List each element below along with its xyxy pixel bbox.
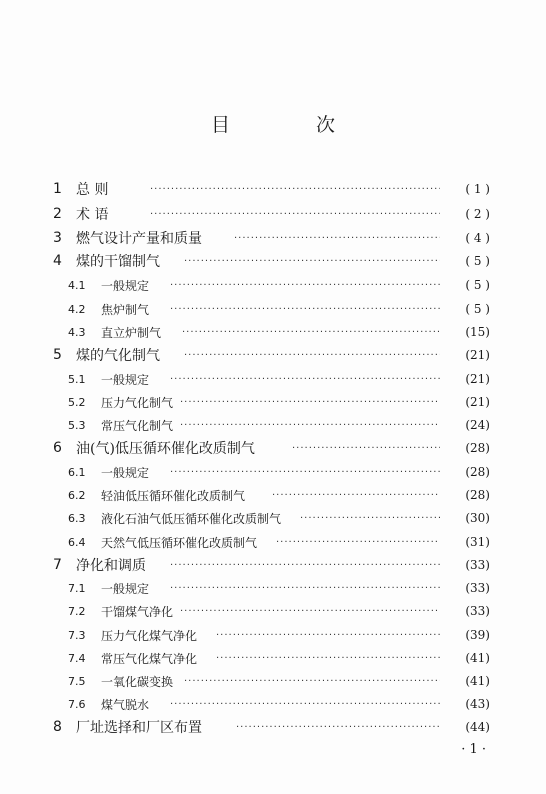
toc-entry-page: (31)	[465, 535, 490, 549]
toc-entry[interactable]	[0, 694, 546, 714]
toc-entry[interactable]	[0, 228, 546, 248]
toc-entry[interactable]	[0, 648, 546, 668]
toc-entry-label: 煤气脱水	[101, 697, 150, 712]
toc-entry[interactable]	[0, 179, 546, 199]
toc-entry-page: (24)	[465, 418, 490, 432]
toc-entry-label: 煤的干馏制气	[76, 254, 160, 270]
toc-entry-number: 7	[53, 557, 62, 573]
toc-entry-number: 6.2	[68, 488, 86, 502]
toc-entry-number: 6.3	[68, 511, 86, 525]
toc-entry-number: 7.6	[68, 697, 86, 711]
toc-entry[interactable]	[0, 438, 546, 458]
toc-leader-dots	[182, 327, 440, 338]
toc-entry-page: ( 2 )	[465, 207, 490, 221]
toc-entry-page: (15)	[465, 325, 490, 339]
toc-entry-number: 7.3	[68, 628, 86, 642]
toc-entry[interactable]	[0, 462, 546, 482]
toc-entry[interactable]	[0, 555, 546, 575]
toc-entry-number: 4.2	[68, 302, 86, 316]
toc-entry-page: (28)	[465, 488, 490, 502]
toc-leader-dots	[150, 184, 440, 195]
toc-entry-number: 7.4	[68, 651, 86, 665]
toc-leader-dots	[236, 722, 440, 733]
toc-leader-dots	[170, 583, 440, 594]
toc-entry-number: 5	[53, 347, 62, 363]
toc-entry-label: 常压气化煤气净化	[101, 651, 198, 666]
toc-entry[interactable]	[0, 392, 546, 412]
toc-entry-label: 油(气)低压循环催化改质制气	[76, 441, 255, 457]
toc-entry-number: 6	[53, 440, 62, 456]
toc-entry-number: 6.4	[68, 535, 86, 549]
toc-leader-dots	[170, 280, 440, 291]
toc-entry-page: (30)	[465, 511, 490, 525]
toc-leader-dots	[184, 676, 440, 687]
toc-entry-page: ( 5 )	[465, 254, 490, 268]
toc-leader-dots	[170, 304, 440, 315]
toc-entry-label: 一氧化碳变换	[101, 674, 174, 689]
toc-leader-dots	[184, 256, 440, 267]
toc-entry-number: 7.1	[68, 581, 86, 595]
toc-entry-number: 2	[53, 206, 62, 222]
toc-entry-label: 干馏煤气净化	[101, 604, 174, 619]
toc-leader-dots	[180, 397, 440, 408]
toc-entry-label: 术 语	[76, 207, 109, 223]
toc-entry-label: 一般规定	[101, 372, 150, 387]
toc-entry[interactable]	[0, 251, 546, 271]
toc-entry-number: 4	[53, 253, 62, 269]
toc-entry-label: 一般规定	[101, 278, 150, 293]
toc-entry-label: 一般规定	[101, 465, 150, 480]
toc-leader-dots	[170, 467, 440, 478]
toc-entry-label: 轻油低压循环催化改质制气	[101, 488, 246, 503]
toc-entry-page: (44)	[465, 720, 490, 734]
toc-leader-dots	[170, 560, 440, 571]
toc-entry-page: ( 4 )	[465, 231, 490, 245]
toc-entry-number: 1	[53, 181, 62, 197]
toc-entry-label: 天然气低压循环催化改质制气	[101, 535, 258, 550]
toc-entry-page: (21)	[465, 372, 490, 386]
toc-entry-page: ( 5 )	[465, 278, 490, 292]
toc-entry[interactable]	[0, 345, 546, 365]
page-number: · 1 ·	[461, 742, 486, 757]
toc-entry-number: 7.2	[68, 604, 86, 618]
toc-entry-page: (21)	[465, 348, 490, 362]
toc-leader-dots	[272, 490, 440, 501]
toc-entry-number: 5.1	[68, 372, 86, 386]
toc-entry-page: (33)	[465, 558, 490, 572]
toc-entry-label: 煤的气化制气	[76, 348, 160, 364]
toc-entry[interactable]	[0, 369, 546, 389]
toc-leader-dots	[180, 606, 440, 617]
toc-entry-label: 直立炉制气	[101, 325, 162, 340]
toc-entry-label: 压力气化制气	[101, 395, 174, 410]
toc-entry[interactable]	[0, 717, 546, 737]
toc-entry[interactable]	[0, 485, 546, 505]
toc-entry[interactable]	[0, 601, 546, 621]
toc-entry[interactable]	[0, 299, 546, 319]
toc-entry-label: 净化和调质	[76, 558, 146, 574]
toc-entry[interactable]	[0, 204, 546, 224]
toc-entry-page: (28)	[465, 441, 490, 455]
toc-entry-number: 5.2	[68, 395, 86, 409]
toc-entry-page: (33)	[465, 604, 490, 618]
toc-leader-dots	[216, 630, 440, 641]
toc-entry-page: ( 1 )	[465, 182, 490, 196]
toc-entry-label: 焦炉制气	[101, 302, 150, 317]
toc-leader-dots	[216, 653, 440, 664]
toc-entry-number: 6.1	[68, 465, 86, 479]
toc-leader-dots	[292, 443, 440, 454]
toc-entry-page: (41)	[465, 674, 490, 688]
toc-entry[interactable]	[0, 275, 546, 295]
toc-entry-page: (21)	[465, 395, 490, 409]
toc-entry[interactable]	[0, 322, 546, 342]
toc-entry-label: 常压气化制气	[101, 418, 174, 433]
toc-entry-label: 燃气设计产量和质量	[76, 231, 202, 247]
toc-entry-number: 3	[53, 230, 62, 246]
toc-entry[interactable]	[0, 625, 546, 645]
toc-entry[interactable]	[0, 415, 546, 435]
toc-entry-label: 液化石油气低压循环催化改质制气	[101, 511, 282, 526]
toc-leader-dots	[170, 699, 440, 710]
toc-entry-number: 5.3	[68, 418, 86, 432]
toc-entry-page: (43)	[465, 697, 490, 711]
toc-entry[interactable]	[0, 532, 546, 552]
toc-entry[interactable]	[0, 508, 546, 528]
toc-leader-dots	[276, 537, 440, 548]
toc-leader-dots	[180, 420, 440, 431]
toc-leader-dots	[170, 374, 440, 385]
toc-leader-dots	[300, 513, 440, 524]
toc-entry-number: 4.1	[68, 278, 86, 292]
toc-leader-dots	[150, 209, 440, 220]
page-title: 目 次	[210, 114, 376, 136]
toc-entry-label: 一般规定	[101, 581, 150, 596]
toc-entry-label: 厂址选择和厂区布置	[76, 720, 202, 736]
toc-leader-dots	[234, 233, 440, 244]
toc-leader-dots	[184, 350, 440, 361]
toc-entry-label: 总 则	[76, 182, 109, 198]
toc-entry-number: 8	[53, 719, 62, 735]
toc-entry-page: ( 5 )	[465, 302, 490, 316]
toc-entry-page: (41)	[465, 651, 490, 665]
toc-entry-label: 压力气化煤气净化	[101, 628, 198, 643]
toc-entry-page: (28)	[465, 465, 490, 479]
toc-entry-number: 4.3	[68, 325, 86, 339]
toc-entry[interactable]	[0, 578, 546, 598]
toc-entry-page: (33)	[465, 581, 490, 595]
toc-entry-page: (39)	[465, 628, 490, 642]
toc-entry[interactable]	[0, 671, 546, 691]
toc-entry-number: 7.5	[68, 674, 86, 688]
